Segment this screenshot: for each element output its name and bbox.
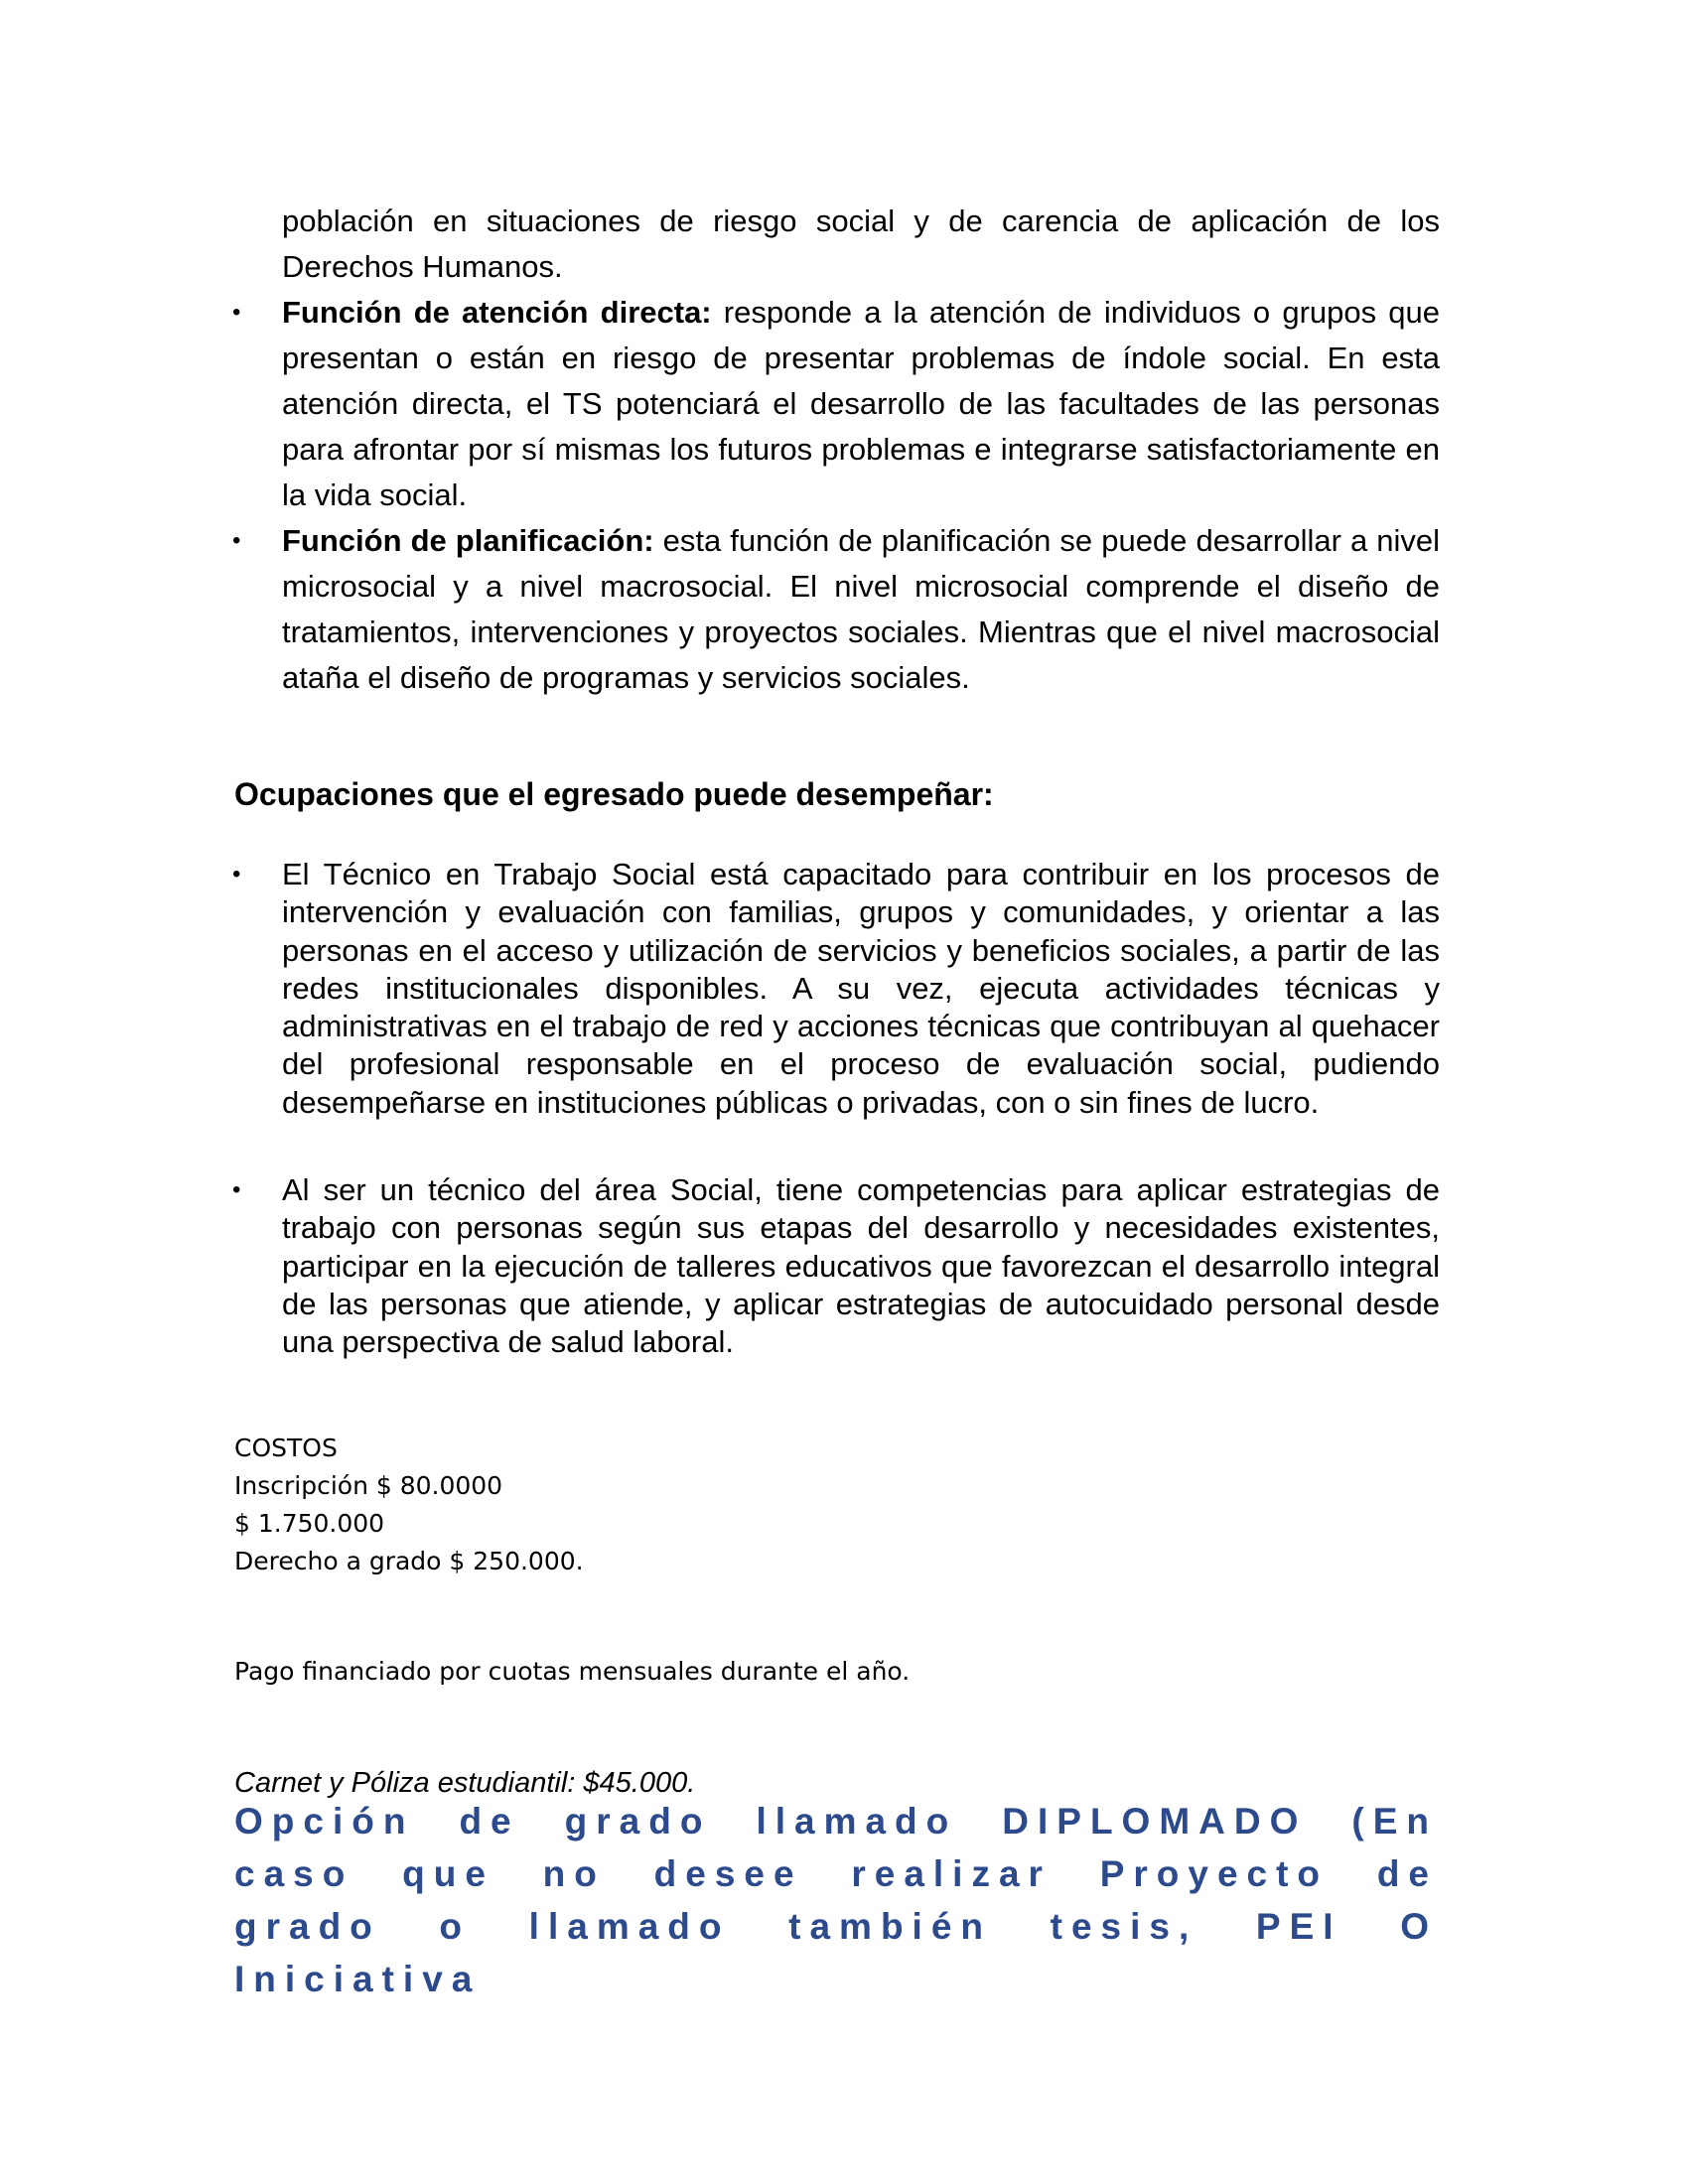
function-title: Función de planificación:	[282, 523, 654, 558]
list-item	[232, 518, 1440, 701]
function-text: esta función de planificación se puede desarrollar a nivel microsocial y a nivel macrosocial. El nivel microsocial comprende el diseño de tratamientos, intervenciones y proyectos sociales. Mientras que el nivel macrosocial ataña el diseño de programas y servicios sociales.	[282, 523, 1440, 695]
bullet-icon: •	[232, 1176, 241, 1204]
bullet-icon: •	[232, 299, 241, 326]
bullet-icon: •	[232, 861, 241, 887]
costs-degree-fee: Derecho a grado $ 250.000.	[234, 1547, 584, 1575]
list-item	[232, 290, 1441, 518]
diplomado-heading: Opción de grado llamado DIPLOMADO (En caso que no desee realizar Proyecto de grado o llamado también tesis, PEI O Iniciativa	[234, 1801, 1438, 1999]
list-spacer	[282, 1122, 1440, 1171]
occupation-text: El Técnico en Trabajo Social está capacitado para contribuir en los procesos de intervención y evaluación con familias, grupos y comunidades, y orientar a las personas en el acceso y utilización de servicios y beneficios sociales, a partir de las redes institucionales disponibles. A su vez, ejecuta actividades técnicas y administrativas en el trabajo de red y acciones técnicas que contribuyan al quehacer del profesional responsable en el proceso de evaluación social, pudiendo desempeñarse en instituciones públicas o privadas, con o sin fines de lucro.	[282, 857, 1440, 1120]
costs-tuition: $ 1.750.000	[234, 1509, 385, 1538]
list-item	[232, 856, 1440, 1122]
function-title: Función de atención directa:	[282, 295, 712, 330]
financing-note: Pago financiado por cuotas mensuales durante el año.	[234, 1657, 911, 1686]
occupations-list	[232, 856, 1440, 1362]
occupations-heading: Ocupaciones que el egresado puede desempeñar:	[234, 776, 994, 812]
functions-list	[232, 290, 1441, 701]
occupation-text: Al ser un técnico del área Social, tiene competencias para aplicar estrategias de trabajo con personas según sus etapas del desarrollo y necesidades existentes, participar en la ejecución de talleres educativos que favorezcan el desarrollo integral de las personas que atiende, y aplicar estrategias de autocuidado personal desde una perspectiva de salud laboral.	[282, 1172, 1440, 1360]
intro-continuation: población en situaciones de riesgo social y de carencia de aplicación de los Derechos Humanos.	[282, 204, 1440, 284]
costs-title: COSTOS	[234, 1433, 338, 1462]
bullet-icon: •	[232, 527, 241, 554]
function-text: responde a la atención de individuos o grupos que presentan o están en riesgo de presentar problemas de índole social. En esta atención directa, el TS potenciará el desarrollo de las facultades de las personas para afrontar por sí mismas los futuros problemas e integrarse satisfactoriamente en la vida social.	[282, 295, 1441, 512]
list-item	[232, 1171, 1440, 1361]
carnet-note: Carnet y Póliza estudiantil: $45.000.	[234, 1767, 696, 1799]
costs-block	[234, 1430, 584, 1580]
costs-inscription: Inscripción $ 80.0000	[234, 1471, 503, 1500]
